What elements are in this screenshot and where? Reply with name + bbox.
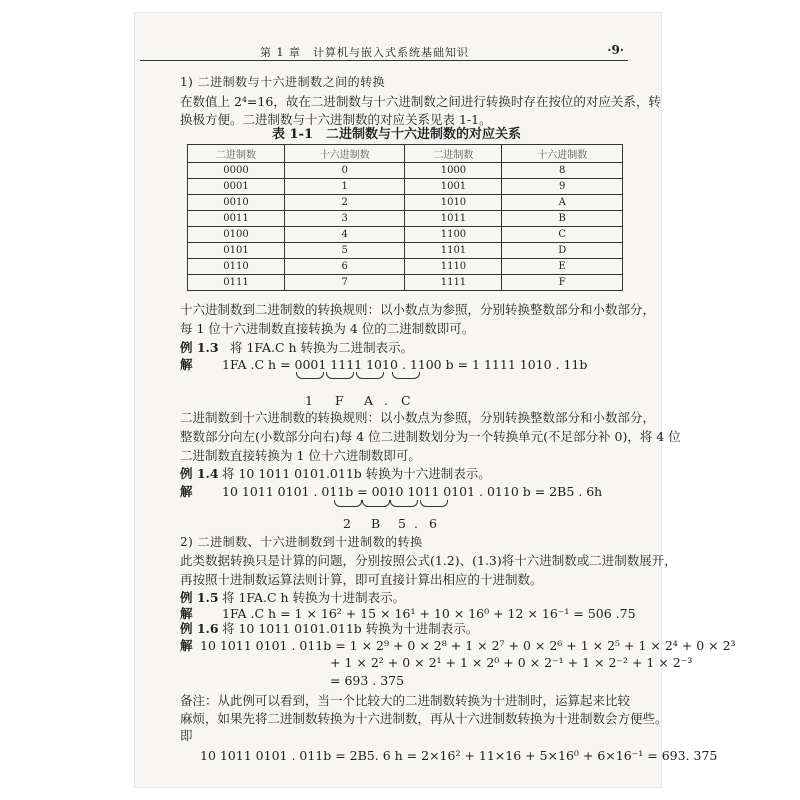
example-1-5-label: 例 1.5 (180, 590, 219, 605)
example-1-3-digit: 1 (305, 393, 313, 408)
table-row (188, 211, 623, 227)
table-row (188, 195, 623, 211)
example-1-4-digit: 2 (343, 516, 351, 531)
example-1-6-label: 例 1.6 (180, 621, 219, 636)
page-number: ·9· (607, 43, 624, 57)
group-brace (362, 500, 390, 507)
example-1-3-digit: . (384, 393, 388, 408)
table-caption: 表 1-1 二进制数与十六进制数的对应关系 (272, 127, 522, 142)
example-1-5-text: 将 1FA.C h 转换为十进制表示。 (222, 590, 406, 605)
header-cell: 二进制数 (405, 145, 502, 163)
table-cell: D (502, 243, 623, 259)
table-cell: 1101 (405, 243, 502, 259)
rule-1-line-1: 十六进制数到二进制数的转换规则：以小数点为参照，分别转换整数部分和小数部分， (180, 302, 656, 317)
example-1-4-text: 将 10 1011 0101.011b 转换为十六进制表示。 (222, 466, 491, 481)
table-cell: 0011 (188, 211, 285, 227)
section-1-title: 1) 二进制数与十六进制数之间的转换 (180, 75, 386, 89)
table-cell: 0 (284, 163, 405, 179)
table-cell: 6 (284, 259, 405, 275)
table-cell: 1110 (405, 259, 502, 275)
table-cell: 0001 (188, 179, 285, 195)
table-cell: 1111 (405, 275, 502, 291)
example-1-6-solution-label: 解 (180, 638, 193, 653)
example-1-4-digit: 6 (429, 516, 437, 531)
note-line-2: 麻烦，如果先将二进制数转换为十六进制数，再从十六进制数转换为十进制数会方便些。 (180, 711, 668, 726)
rule-2-line-3: 二进制数直接转换为 1 位十六进制数即可。 (180, 448, 421, 463)
note-line-1: 备注：从此例可以看到，当一个比较大的二进制数转换为十进制时，运算起来比较 (180, 693, 631, 708)
table-cell: 3 (284, 211, 405, 227)
table-cell: 2 (284, 195, 405, 211)
group-brace (390, 500, 418, 507)
example-1-4-digit: . (414, 516, 418, 531)
rule-1-line-2: 每 1 位十六进制数直接转换为 4 位的二进制数即可。 (180, 321, 475, 336)
conversion-table (187, 144, 623, 291)
table-cell: 1 (284, 179, 405, 195)
paragraph-1-line-1: 在数值上 2⁴=16，故在二进制数与十六进制数之间进行转换时存在按位的对应关系，转 (180, 94, 661, 109)
table-cell: 0100 (188, 227, 285, 243)
header-cell: 二进制数 (188, 145, 285, 163)
header-cell: 十六进制数 (502, 145, 623, 163)
paragraph-1-line-2: 换极方便。二进制数与十六进制数的对应关系见表 1-1。 (180, 112, 492, 127)
group-brace (392, 372, 420, 379)
table-header-row (188, 145, 623, 163)
example-1-4-solution-label: 解 (180, 484, 193, 499)
page-header (140, 42, 628, 61)
table-cell: 1010 (405, 195, 502, 211)
group-brace (296, 372, 324, 379)
table-cell: 0010 (188, 195, 285, 211)
table-cell: 7 (284, 275, 405, 291)
example-1-4-digit: B (371, 516, 381, 531)
example-1-3-equation: 1FA .C h = 0001 1111 1010 . 1100 b = 1 1111 1010 . 11b (222, 357, 588, 372)
paragraph-2-line-1: 此类数据转换只是计算的问题，分别按照公式(1.2)、(1.3)将十六进制数或二进制数展开， (180, 553, 677, 568)
table-cell: 1011 (405, 211, 502, 227)
table-row (188, 243, 623, 259)
header-cell: 十六进制数 (284, 145, 405, 163)
table-cell: 9 (502, 179, 623, 195)
example-1-6-text: 将 10 1011 0101.011b 转换为十进制表示。 (222, 621, 479, 636)
group-brace (334, 500, 362, 507)
table-cell: B (502, 211, 623, 227)
note-line-3: 即 (180, 728, 193, 743)
table-cell: 0110 (188, 259, 285, 275)
table-cell: C (502, 227, 623, 243)
table-cell: 1100 (405, 227, 502, 243)
rule-2-line-1: 二进制数到十六进制数的转换规则：以小数点为参照，分别转换整数部分和小数部分， (180, 410, 656, 425)
example-1-3-digit: F (335, 393, 344, 408)
table-cell: 5 (284, 243, 405, 259)
group-brace (420, 500, 448, 507)
final-equation: 10 1011 0101 . 011b = 2B5. 6 h = 2×16² + 11×16 + 5×16⁰ + 6×16⁻¹ = 693. 375 (200, 748, 718, 763)
rule-2-line-2: 整数部分向左(小数部分向右)每 4 位二进制数划分为一个转换单元(不足部分补 0)，将 4 位 (180, 429, 681, 444)
table-cell: 0111 (188, 275, 285, 291)
table-cell: 0000 (188, 163, 285, 179)
example-1-6-equation-line-3: = 693 . 375 (330, 673, 405, 688)
example-1-3-digit: C (401, 393, 411, 408)
group-brace (326, 372, 354, 379)
table-row (188, 179, 623, 195)
example-1-6-equation-line-2: + 1 × 2² + 0 × 2¹ + 1 × 2⁰ + 0 × 2⁻¹ + 1 × 2⁻² + 1 × 2⁻³ (330, 655, 693, 670)
table-cell: 1001 (405, 179, 502, 195)
table-row (188, 163, 623, 179)
table-cell: 1000 (405, 163, 502, 179)
example-1-4-digit: 5 (398, 516, 406, 531)
table-row (188, 259, 623, 275)
paragraph-2-line-2: 再按照十进制数运算法则计算，即可直接计算出相应的十进制数。 (180, 572, 543, 587)
section-2-title: 2) 二进制数、十六进制数到十进制数的转换 (180, 535, 423, 549)
example-1-4-label: 例 1.4 (180, 466, 219, 481)
example-1-4-equation: 10 1011 0101 . 011b = 0010 1011 0101 . 0110 b = 2B5 . 6h (222, 484, 603, 499)
table-row (188, 227, 623, 243)
table-cell: A (502, 195, 623, 211)
table-cell: F (502, 275, 623, 291)
table-cell: 0101 (188, 243, 285, 259)
example-1-3-digit: A (364, 393, 374, 408)
example-1-3-label: 例 1.3 (180, 340, 219, 355)
example-1-6-equation-line-1: 10 1011 0101 . 011b = 1 × 2⁹ + 0 × 2⁸ + 1 × 2⁷ + 0 × 2⁶ + 1 × 2⁵ + 1 × 2⁴ + 0 × 2³ (200, 638, 736, 653)
example-1-5-equation: 1FA .C h = 1 × 16² + 15 × 16¹ + 10 × 16⁰ + 12 × 16⁻¹ = 506 .75 (222, 606, 636, 621)
table-cell: 8 (502, 163, 623, 179)
chapter-title: 第 1 章 计算机与嵌入式系统基础知识 (260, 46, 469, 59)
group-brace (356, 372, 384, 379)
example-1-3-solution-label: 解 (180, 357, 193, 372)
table-cell: E (502, 259, 623, 275)
example-1-5-solution-label: 解 (180, 606, 193, 621)
example-1-3-text: 将 1FA.C h 转换为二进制表示。 (230, 340, 414, 355)
table-cell: 4 (284, 227, 405, 243)
table-row (188, 275, 623, 291)
